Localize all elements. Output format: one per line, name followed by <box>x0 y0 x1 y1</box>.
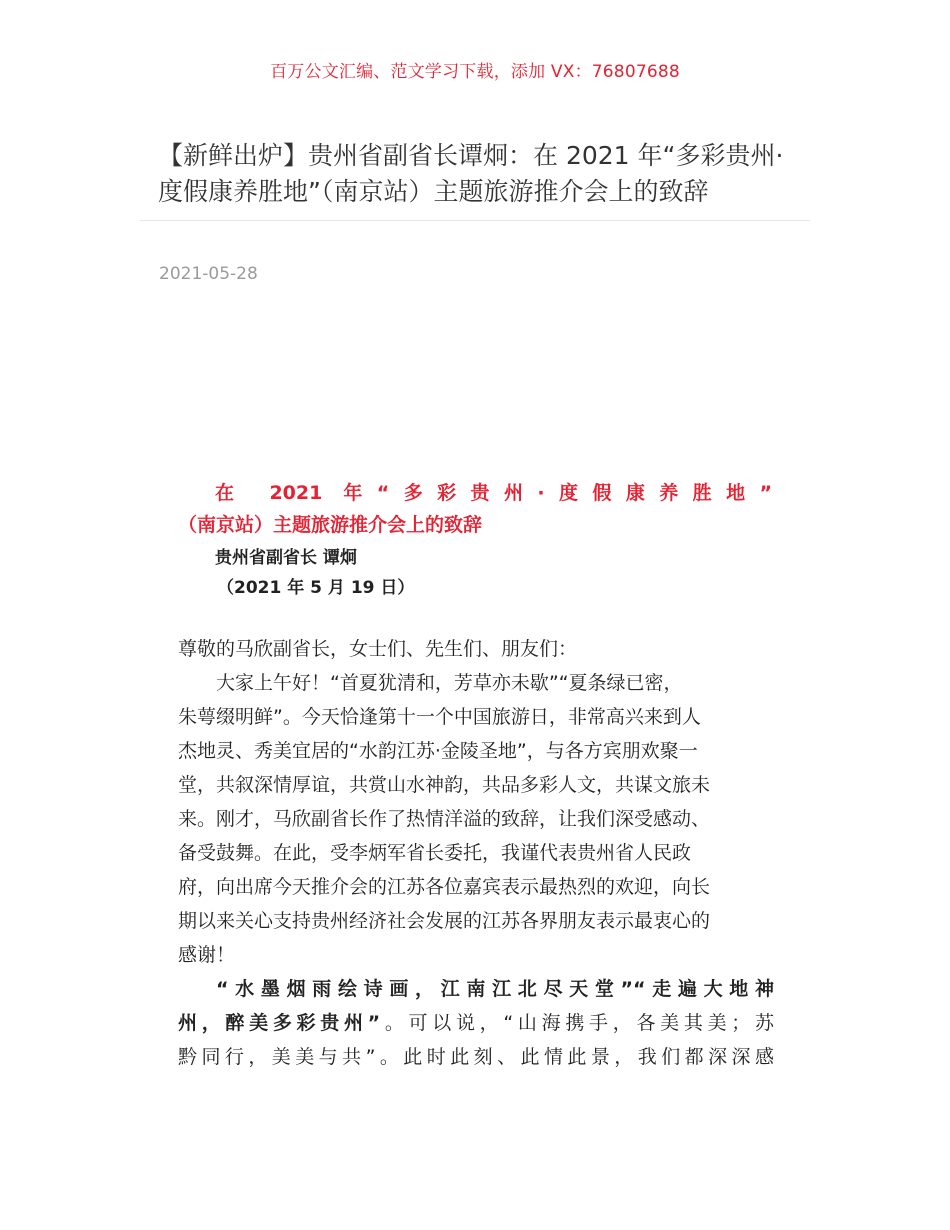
paragraph-1-line: 期以来关心支持贵州经济社会发展的江苏各界朋友表示最衷心的 <box>178 910 711 932</box>
paragraph-1-line: 备受鼓舞。在此，受李炳军省长委托，我谨代表贵州省人民政 <box>178 842 692 864</box>
paragraph-2-line: 黔同行，美美与共”。此时此刻、此情此景，我们都深深感 <box>178 1046 774 1068</box>
paragraph-1-line: 来。刚才，马欣副省长作了热情洋溢的致辞，让我们深受感动、 <box>178 808 711 830</box>
paragraph-2-text: 。可以说，“山海携手，各美其美；苏 <box>380 1012 774 1034</box>
paragraph-1-line: 大家上午好！“首夏犹清和，芳草亦未歇”“夏条绿已密， <box>216 672 683 694</box>
salutation: 尊敬的马欣副省长，女士们、先生们、朋友们： <box>178 638 578 660</box>
paragraph-1-line: 杰地灵、秀美宜居的“水韵江苏·金陵圣地”，与各方宾朋欢聚一 <box>178 740 698 762</box>
paragraph-1-line: 堂，共叙深情厚谊，共赏山水神韵，共品多彩人文，共谋文旅未 <box>178 774 711 796</box>
speech-body <box>178 632 774 1074</box>
speech-title-line-2: （南京站）主题旅游推介会上的致辞 <box>178 514 483 536</box>
paragraph-2-line: “水墨烟雨绘诗画，江南江北尽天堂”“走遍大地神 <box>216 978 774 1000</box>
paragraph-2-bold-text: 州，醉美多彩贵州” <box>178 1012 381 1034</box>
paragraph-1-line: 府，向出席今天推介会的江苏各位嘉宾表示最热烈的欢迎，向长 <box>178 876 711 898</box>
title-divider <box>140 220 810 221</box>
paragraph-2-line <box>178 1006 774 1040</box>
paragraph-1-line: 朱萼缀明鲜”。今天恰逢第十一个中国旅游日，非常高兴来到人 <box>178 706 701 728</box>
publish-date: 2021-05-28 <box>159 264 258 284</box>
article-title: 【新鲜出炉】贵州省副省长谭炯：在 2021 年“多彩贵州·度假康养胜地”（南京站）主题旅游推介会上的致辞 <box>158 141 784 206</box>
speech-title-line-1: 在 2021 年“多彩贵州·度假康养胜地” <box>215 482 772 504</box>
speech-speaker: 贵州省副省长 谭炯 <box>215 548 357 568</box>
paragraph-1-line: 感谢！ <box>178 944 236 966</box>
header-banner: 百万公文汇编、范文学习下载，添加 VX：76807688 <box>270 62 680 82</box>
speech-date: （2021 年 5 月 19 日） <box>217 578 415 598</box>
